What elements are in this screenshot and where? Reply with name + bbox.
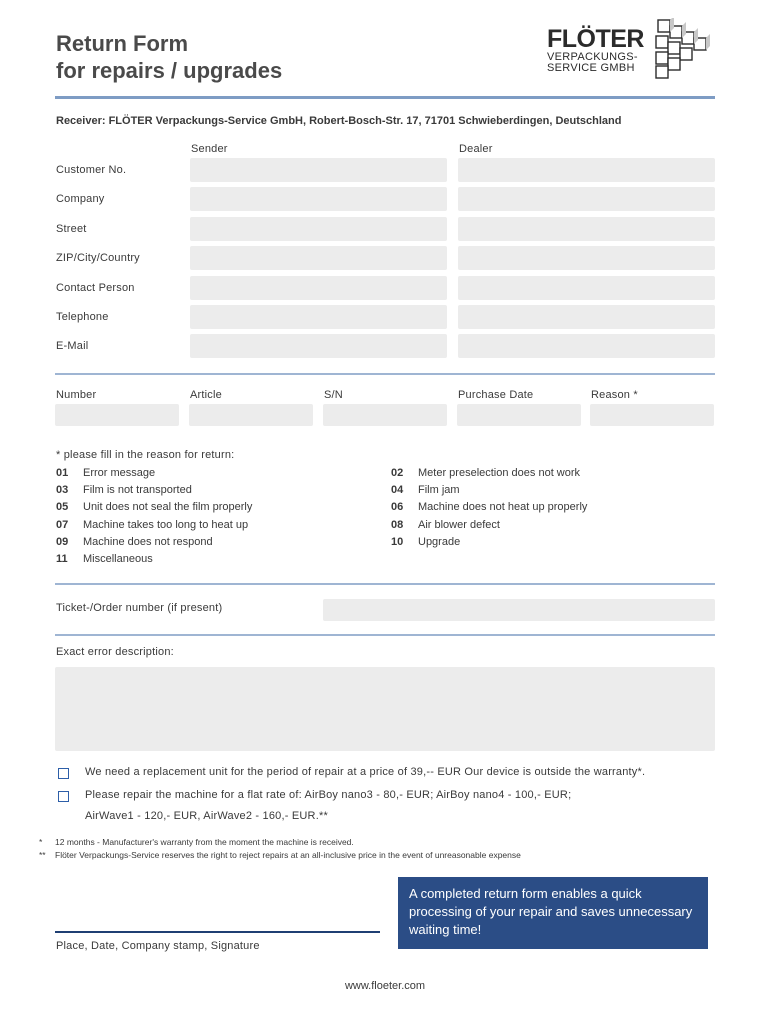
number-header: Number bbox=[56, 389, 97, 401]
reason-text: Machine takes too long to heat up bbox=[83, 518, 249, 531]
reason-item bbox=[391, 482, 460, 499]
sender-field[interactable] bbox=[190, 217, 447, 241]
header-divider bbox=[55, 96, 715, 99]
reason-item bbox=[391, 499, 587, 516]
reason-item bbox=[391, 465, 580, 482]
reason-text: Air blower defect bbox=[418, 518, 500, 531]
footer-website[interactable]: www.floeter.com bbox=[344, 980, 426, 992]
purchase-date-field[interactable] bbox=[457, 404, 581, 426]
signature-label: Place, Date, Company stamp, Signature bbox=[56, 940, 260, 952]
purchase-date-header: Purchase Date bbox=[458, 389, 534, 401]
contact-row-label: E-Mail bbox=[56, 340, 89, 353]
sender-field[interactable] bbox=[190, 276, 447, 300]
serial-number-header: S/N bbox=[324, 389, 343, 401]
flat-rate-repair-checkbox[interactable] bbox=[58, 791, 69, 802]
reason-item bbox=[56, 482, 192, 499]
logo-subline-1: VERPACKUNGS- bbox=[547, 51, 638, 63]
sender-field[interactable] bbox=[190, 334, 447, 358]
reason-item bbox=[391, 534, 460, 551]
logo-subline-2: SERVICE GMBH bbox=[547, 62, 635, 74]
error-description-label: Exact error description: bbox=[56, 646, 174, 658]
footnote-2: Flöter Verpackungs-Service reserves the right to reject repairs at an all-inclusive price in the event of unreasonable expense bbox=[55, 850, 521, 860]
flat-rate-text-line2: AirWave1 - 120,- EUR, AirWave2 - 160,- EUR.** bbox=[85, 810, 328, 822]
reason-list-left bbox=[56, 465, 376, 575]
reason-text: Error message bbox=[83, 467, 156, 479]
article-field[interactable] bbox=[189, 404, 313, 426]
sender-field[interactable] bbox=[190, 158, 447, 182]
contact-row-label: Street bbox=[56, 222, 87, 235]
section-divider bbox=[55, 634, 715, 636]
reason-code: 06 bbox=[391, 501, 404, 514]
reason-text: Meter preselection does not work bbox=[418, 467, 581, 479]
number-field[interactable] bbox=[55, 404, 179, 426]
reason-item bbox=[391, 517, 500, 534]
reason-text: Unit does not seal the film properly bbox=[83, 501, 253, 514]
reason-header: Reason * bbox=[591, 389, 638, 401]
dealer-field[interactable] bbox=[458, 246, 715, 270]
reason-code: 02 bbox=[391, 467, 404, 479]
ticket-label: Ticket-/Order number (if present) bbox=[56, 602, 223, 614]
logo-wordmark: FLÖTER bbox=[547, 25, 644, 53]
dealer-field[interactable] bbox=[458, 158, 715, 182]
reason-code: 08 bbox=[391, 518, 404, 531]
contact-row-label: Contact Person bbox=[56, 281, 135, 294]
reason-code: 04 bbox=[391, 484, 404, 497]
reason-item bbox=[56, 499, 252, 516]
contact-row-label: Telephone bbox=[56, 311, 109, 323]
title-line-2: for repairs / upgrades bbox=[56, 58, 283, 83]
contact-row-label: Company bbox=[56, 193, 105, 206]
reason-text: Machine does not heat up properly bbox=[418, 501, 588, 514]
dealer-field[interactable] bbox=[458, 187, 715, 211]
dealer-field[interactable] bbox=[458, 217, 715, 241]
reason-code: 09 bbox=[56, 535, 69, 548]
reason-text: Miscellaneous bbox=[83, 553, 153, 565]
reason-text: Upgrade bbox=[418, 535, 461, 548]
replacement-unit-checkbox[interactable] bbox=[58, 768, 69, 779]
dealer-field[interactable] bbox=[458, 305, 715, 329]
article-header: Article bbox=[190, 389, 222, 401]
footnote-2-marker: ** bbox=[39, 850, 46, 860]
sender-column-header: Sender bbox=[191, 143, 228, 155]
receiver-address: Receiver: FLÖTER Verpackungs-Service GmbH, Robert-Bosch-Str. 17, 71701 Schwieberdingen, Deutschland bbox=[56, 115, 622, 127]
contact-row-label: ZIP/City/Country bbox=[56, 252, 140, 265]
reason-text: Film is not transported bbox=[83, 484, 192, 497]
reason-code: 03 bbox=[56, 484, 69, 497]
company-logo bbox=[547, 26, 644, 74]
dealer-field[interactable] bbox=[458, 276, 715, 300]
reason-item bbox=[56, 534, 213, 551]
title-line-1: Return Form bbox=[56, 31, 188, 56]
reason-code: 07 bbox=[56, 518, 69, 531]
dealer-field[interactable] bbox=[458, 334, 715, 358]
dealer-column-header: Dealer bbox=[459, 143, 493, 155]
footnote-1-marker: * bbox=[39, 837, 43, 847]
section-divider bbox=[55, 583, 715, 585]
error-description-field[interactable] bbox=[55, 667, 715, 751]
sender-field[interactable] bbox=[190, 246, 447, 270]
contact-row-label: Customer No. bbox=[56, 164, 127, 176]
reason-item bbox=[56, 517, 248, 534]
cubes-logo-icon bbox=[652, 18, 716, 80]
reason-code: 10 bbox=[391, 535, 404, 548]
sender-field[interactable] bbox=[190, 305, 447, 329]
reason-code: 01 bbox=[56, 467, 69, 479]
signature-line bbox=[55, 931, 380, 933]
flat-rate-text-line1: Please repair the machine for a flat rate of: AirBoy nano3 - 80,- EUR; AirBoy nano4 - 100,- EUR; bbox=[85, 789, 572, 801]
reason-code: 11 bbox=[56, 553, 68, 565]
reason-field[interactable] bbox=[590, 404, 714, 426]
ticket-number-field[interactable] bbox=[323, 599, 715, 621]
sender-field[interactable] bbox=[190, 187, 447, 211]
replacement-unit-text: We need a replacement unit for the period of repair at a price of 39,-- EUR Our device is outside the warranty*. bbox=[85, 766, 646, 778]
reason-item bbox=[56, 465, 155, 482]
reason-list-right bbox=[391, 465, 711, 560]
reason-text: Machine does not respond bbox=[83, 535, 213, 548]
reason-item bbox=[56, 551, 153, 568]
footnote-1: 12 months - Manufacturer's warranty from the moment the machine is received. bbox=[55, 837, 354, 847]
info-callout: A completed return form enables a quick processing of your repair and saves unnecessary waiting time! bbox=[398, 877, 708, 949]
serial-number-field[interactable] bbox=[323, 404, 447, 426]
page-title bbox=[56, 30, 282, 84]
reason-code: 05 bbox=[56, 501, 69, 514]
reasons-intro: * please fill in the reason for return: bbox=[56, 449, 235, 461]
section-divider bbox=[55, 373, 715, 375]
reason-text: Film jam bbox=[418, 484, 460, 497]
